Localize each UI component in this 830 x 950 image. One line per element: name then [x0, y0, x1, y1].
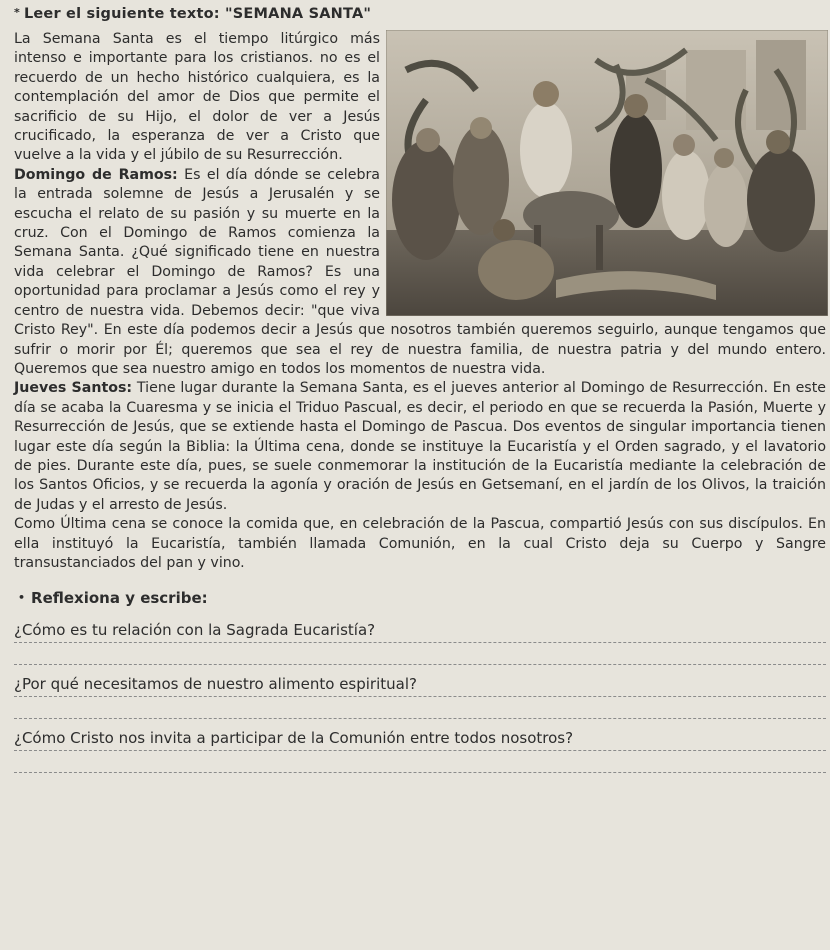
- question-3: ¿Cómo Cristo nos invita a participar de la Comunión entre todos nosotros?: [14, 729, 574, 748]
- jueves-santo-text: Tiene lugar durante la Semana Santa, es el jueves anterior al Domingo de Resurrección. En este día se acaba la Cuaresma y se inicia el Triduo Pascual, es decir, el periodo en que se recuerda la Pasión, Muerte y Resurrección de Jesús, que se extiende hasta el Domingo de Pascua. Dos eventos de singular importancia tienen lugar este día según la Biblia: la Última cena, donde se instituye la Eucaristía y el Orden sagrado, y el lavatorio de pies. Durante este día, pues, se suele conmemorar la institución de la Eucaristía mediante la celebración de los Santos Oficios, y se recuerda la agonía y oración de Jesús en Getsemaní, en el jardín de los Olivos, la traición de Judas y el arresto de Jesús.: [14, 380, 826, 513]
- domingo-de-ramos-label: Domingo de Ramos:: [14, 166, 178, 183]
- reflexiona-title: Reflexiona y escribe:: [31, 589, 208, 608]
- question-block-1: [14, 621, 826, 665]
- jueves-santo-label: Jueves Santos:: [14, 380, 133, 397]
- illustration: [386, 30, 828, 316]
- answer-line[interactable]: [14, 641, 826, 643]
- page-heading: [14, 6, 826, 26]
- answer-line[interactable]: [14, 749, 826, 751]
- answer-line[interactable]: [14, 717, 826, 719]
- ultima-cena-paragraph: Como Última cena se conoce la comida que, en celebración de la Pascua, compartió Jesús con sus discípulos. En ella instituyó la Eucaristía, también llamada Comunión, en la cual Cristo deja su Cuerpo y Sangre transustanciados del pan y vino.: [14, 516, 826, 571]
- worksheet-page: [14, 6, 826, 773]
- question-block-2: [14, 675, 826, 719]
- question-2: ¿Por qué necesitamos de nuestro alimento espiritual?: [14, 675, 417, 694]
- answer-line[interactable]: [14, 771, 826, 773]
- intro-paragraph: La Semana Santa es el tiempo litúrgico más intenso e importante para los cristianos. no es el recuerdo de un hecho histórico cualquiera, es la contemplación del amor de Dios que permite el sacrificio de su Hijo, el dolor de ver a Jesús crucificado, la esperanza de ver a Cristo que vuelve a la vida y el júbilo de su Resurrección.: [14, 31, 380, 164]
- domingo-de-ramos-text: Es el día dónde se celebra la entrada solemne de Jesús a Jerusalén y se escucha el relato de su pasión y su muerte en la cruz. Con el Domingo de Ramos comienza la Semana Santa. ¿Qué significado tiene en nuestra vida celebrar el Domingo de Ramos? Es una oportunidad para proclamar a Jesús como el rey y centro de nuestra vida. Debemos decir: "que viva Cristo Rey". En este día podemos decir a Jesús que nosotros también queremos seguirlo, aunque tengamos que sufrir o morir por Él; queremos que sea el rey de nuestra familia, de nuestra patria y del mundo entero. Queremos que sea nuestro amigo en todos los momentos de nuestra vida.: [14, 166, 826, 377]
- reflexiona-heading: [14, 589, 826, 611]
- entry-into-jerusalem-painting: [386, 30, 828, 316]
- heading-bullet: *: [14, 6, 20, 19]
- heading-text: Leer el siguiente texto: "SEMANA SANTA": [23, 6, 372, 22]
- answer-line[interactable]: [14, 695, 826, 697]
- question-block-3: [14, 729, 826, 773]
- reflexiona-bullet: •: [18, 591, 26, 605]
- question-1: ¿Cómo es tu relación con la Sagrada Eucaristía?: [14, 621, 376, 640]
- jueves-santo-paragraph: [14, 379, 826, 515]
- answer-line[interactable]: [14, 663, 826, 665]
